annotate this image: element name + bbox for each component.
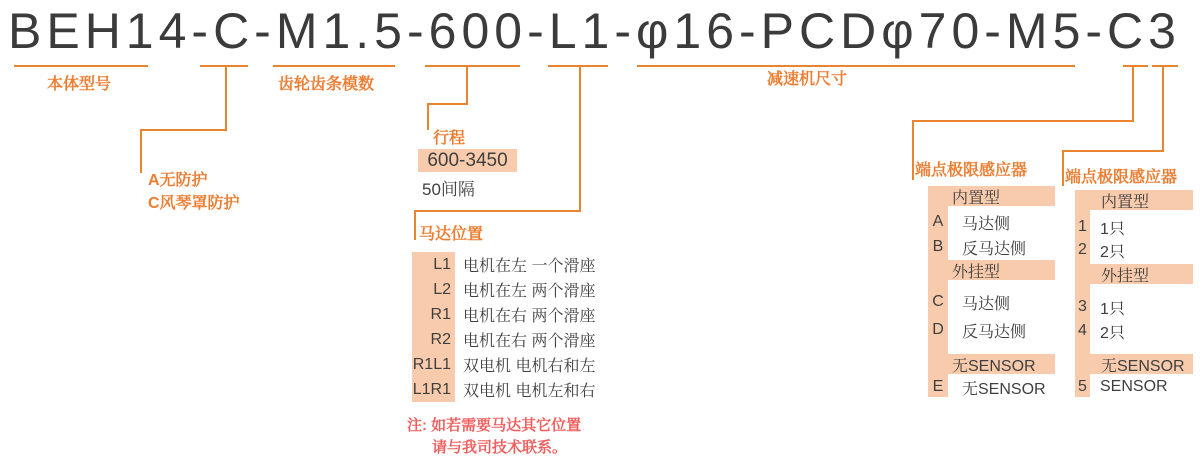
sensor-left-title: 端点极限感应器 — [915, 162, 1028, 179]
underline-gear-module — [273, 65, 395, 67]
underline-body-model — [14, 65, 148, 67]
motor-position-title: 马达位置 — [419, 226, 484, 243]
motor-desc: 双电机 电机左和右 — [463, 383, 596, 400]
sensor-code: C — [932, 293, 944, 310]
sensor-text: 1只 — [1100, 220, 1125, 238]
connector-motor-down — [414, 210, 416, 240]
motor-row — [412, 252, 642, 277]
sensor-code: A — [932, 213, 944, 230]
underline-reducer-size — [637, 65, 1075, 67]
motor-row — [412, 327, 642, 352]
sensor-header: 无SENSOR — [928, 354, 1055, 374]
sensor-code: 1 — [1078, 218, 1087, 235]
sensor-row — [928, 237, 1055, 257]
connector-stroke-down — [427, 103, 429, 130]
sensor-text: 马达侧 — [962, 215, 1011, 233]
sensor-header: 外挂型 — [928, 260, 1055, 280]
connector-sensor-letter-drop — [1132, 65, 1134, 122]
sensor-left-table — [928, 186, 1055, 397]
sensor-row — [1075, 321, 1193, 341]
motor-desc: 双电机 电机右和左 — [463, 358, 596, 375]
motor-desc: 电机在左 一个滑座 — [463, 258, 596, 275]
sensor-code: E — [932, 378, 944, 395]
sensor-header: 内置型 — [1075, 190, 1193, 210]
motor-position-table — [412, 252, 642, 402]
connector-stroke-across — [427, 103, 468, 105]
connector-protection-drop — [225, 65, 227, 131]
motor-note — [407, 415, 581, 459]
sensor-row — [928, 320, 1055, 340]
motor-row — [412, 302, 642, 327]
sensor-text: SENSOR — [1100, 378, 1168, 395]
underline-sensor-number — [1152, 65, 1178, 67]
sensor-header: 外挂型 — [1075, 264, 1193, 284]
underline-motor-position — [548, 65, 608, 67]
sensor-row — [1075, 240, 1193, 260]
sensor-text: 2只 — [1100, 324, 1125, 342]
sensor-text: 2只 — [1100, 243, 1125, 261]
connector-sensor-number-down — [1062, 150, 1064, 186]
motor-code: L1 — [433, 255, 451, 273]
sensor-code: 3 — [1078, 298, 1087, 315]
sensor-row — [1075, 217, 1193, 237]
sensor-header: 内置型 — [928, 186, 1055, 206]
motor-code: R1L1 — [412, 355, 451, 373]
motor-code: L1R1 — [412, 380, 451, 398]
motor-desc: 电机在右 两个滑座 — [463, 333, 596, 350]
sensor-row — [1075, 297, 1193, 317]
sensor-row — [1075, 377, 1193, 397]
sensor-text: 1只 — [1100, 300, 1125, 318]
sensor-code: 2 — [1078, 241, 1087, 258]
sensor-text: 反马达侧 — [962, 240, 1027, 258]
motor-row — [412, 377, 642, 402]
underline-stroke — [425, 65, 520, 67]
connector-motor-drop — [579, 65, 581, 212]
model-code-title: BEH14-C-M1.5-600-L1-φ16-PCDφ70-M5-C3 — [8, 3, 1181, 59]
sensor-text: 马达侧 — [962, 295, 1011, 313]
connector-stroke-drop — [466, 65, 468, 105]
connector-protection-down — [140, 129, 142, 173]
sensor-right-title: 端点极限感应器 — [1065, 169, 1178, 186]
protection-options — [148, 169, 240, 215]
motor-desc: 电机在左 两个滑座 — [463, 283, 596, 300]
stroke-step: 50间隔 — [422, 180, 475, 199]
sensor-code: B — [932, 238, 944, 255]
body-model-label: 本体型号 — [47, 76, 112, 93]
motor-row — [412, 352, 642, 377]
stroke-range-badge: 600-3450 — [418, 149, 517, 172]
sensor-right-table — [1075, 190, 1193, 397]
motor-note-line1: 注: 如若需要马达其它位置 — [407, 417, 582, 434]
motor-code: R1 — [430, 305, 451, 323]
sensor-row — [928, 212, 1055, 232]
motor-code: L2 — [433, 280, 451, 298]
sensor-row — [928, 292, 1055, 312]
connector-sensor-letter-down — [912, 120, 914, 180]
protection-option-c: C风琴罩防护 — [148, 195, 240, 212]
connector-protection-across — [140, 129, 227, 131]
sensor-text: 反马达侧 — [962, 323, 1027, 341]
gear-module-label: 齿轮齿条模数 — [278, 76, 375, 93]
connector-sensor-number-across — [1062, 150, 1164, 152]
protection-option-a: A无防护 — [148, 172, 208, 189]
sensor-row — [928, 377, 1055, 397]
sensor-text: 无SENSOR — [962, 380, 1046, 398]
stroke-title: 行程 — [433, 130, 466, 147]
sensor-code: D — [932, 321, 944, 338]
underline-sensor-letter — [1123, 65, 1148, 67]
motor-code: R2 — [430, 330, 451, 348]
connector-sensor-letter-across — [912, 120, 1134, 122]
connector-motor-across — [414, 210, 581, 212]
motor-desc: 电机在右 两个滑座 — [463, 308, 596, 325]
motor-note-line2: 请与我司技术联系。 — [432, 439, 568, 456]
reducer-size-label: 减速机尺寸 — [767, 71, 848, 88]
motor-row — [412, 277, 642, 302]
underline-protection — [200, 65, 248, 67]
sensor-code: 4 — [1078, 322, 1087, 339]
sensor-header: 无SENSOR — [1075, 354, 1193, 374]
sensor-code: 5 — [1078, 378, 1087, 395]
connector-sensor-number-drop — [1162, 65, 1164, 152]
